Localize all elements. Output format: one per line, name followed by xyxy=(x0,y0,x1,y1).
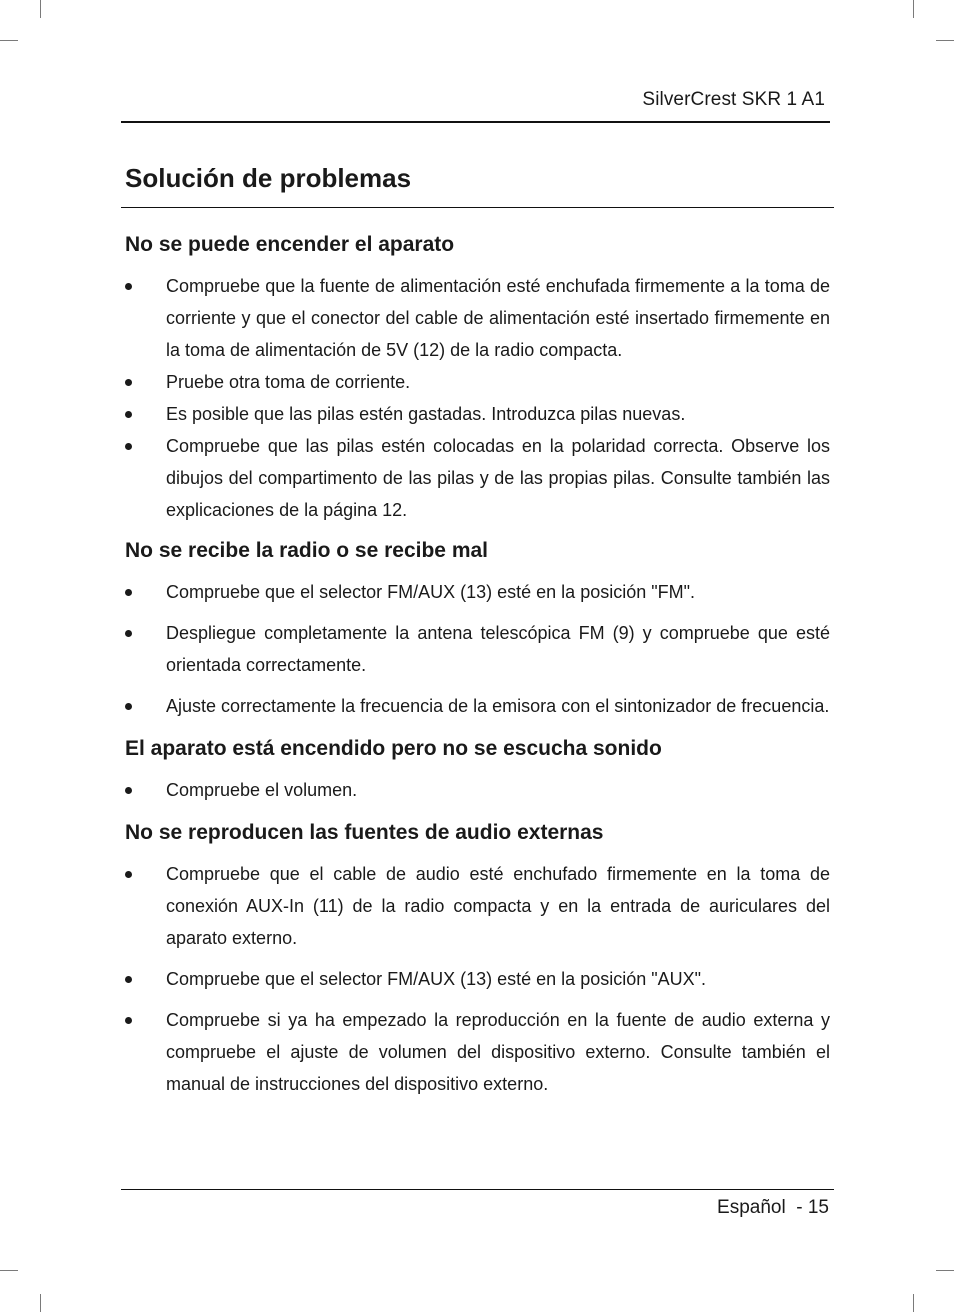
list-item-text: Compruebe que las pilas estén colocadas en la polaridad correcta. Observe los dibujos del compartimento de las pilas y de las propias pilas. Consulte también las explicaciones de la página 12. xyxy=(166,436,830,520)
section-heading: No se reproducen las fuentes de audio externas xyxy=(125,821,604,844)
bullet-icon xyxy=(125,1017,132,1024)
list-item xyxy=(125,858,830,954)
list-item xyxy=(125,398,830,430)
troubleshooting-content xyxy=(125,228,830,1100)
list-item-text: Despliegue completamente la antena telescópica FM (9) y compruebe que esté orientada correctamente. xyxy=(166,623,830,675)
section-heading: El aparato está encendido pero no se escucha sonido xyxy=(125,737,662,760)
bullet-icon xyxy=(125,703,132,710)
title-rule xyxy=(121,207,834,208)
page-title: Solución de problemas xyxy=(125,163,412,193)
list-item-text: Ajuste correctamente la frecuencia de la emisora con el sintonizador de frecuencia. xyxy=(166,696,830,716)
list-item xyxy=(125,690,830,722)
list-item-text: Es posible que las pilas estén gastadas. Introduzca pilas nuevas. xyxy=(166,404,686,424)
list-item-text: Compruebe que el selector FM/AUX (13) esté en la posición "FM". xyxy=(166,582,696,602)
bullet-icon xyxy=(125,787,132,794)
list-item-text: Compruebe que el selector FM/AUX (13) esté en la posición "AUX". xyxy=(166,969,707,989)
list-item xyxy=(125,1004,830,1100)
crop-mark-bottom-left-h xyxy=(0,1270,18,1271)
crop-mark-bottom-left xyxy=(40,1294,41,1312)
list-item-text: Pruebe otra toma de corriente. xyxy=(166,372,411,392)
crop-mark-bottom-right xyxy=(913,1294,914,1312)
footer-rule xyxy=(121,1189,834,1190)
list-item xyxy=(125,366,830,398)
bullet-icon xyxy=(125,976,132,983)
bullet-icon xyxy=(125,871,132,878)
crop-mark-bottom-right-h xyxy=(936,1270,954,1271)
section-heading: No se recibe la radio o se recibe mal xyxy=(125,539,488,562)
bullet-list xyxy=(125,858,830,1100)
header-rule xyxy=(121,121,830,123)
crop-mark-top-left-h xyxy=(0,40,18,41)
crop-mark-top-left xyxy=(40,0,41,18)
crop-mark-top-right xyxy=(913,0,914,18)
section-heading: No se puede encender el aparato xyxy=(125,233,455,256)
bullet-icon xyxy=(125,589,132,596)
list-item-text: Compruebe el volumen. xyxy=(166,780,358,800)
list-item xyxy=(125,617,830,681)
crop-mark-top-right-h xyxy=(936,40,954,41)
bullet-icon xyxy=(125,411,132,418)
bullet-icon xyxy=(125,443,132,450)
list-item xyxy=(125,774,830,806)
bullet-list xyxy=(125,774,830,806)
list-item xyxy=(125,430,830,526)
bullet-icon xyxy=(125,630,132,637)
list-item-text: Compruebe si ya ha empezado la reproducción en la fuente de audio externa y compruebe el ajuste de volumen del dispositivo externo. Consulte también el manual de instrucciones del dispositivo externo. xyxy=(166,1010,830,1094)
bullet-icon xyxy=(125,379,132,386)
list-item xyxy=(125,576,830,608)
bullet-list xyxy=(125,270,830,526)
running-header: SilverCrest SKR 1 A1 xyxy=(642,89,825,110)
page-number: Español - 15 xyxy=(717,1197,829,1218)
list-item xyxy=(125,270,830,366)
list-item-text: Compruebe que el cable de audio esté enchufado firmemente en la toma de conexión AUX-In (11) de la radio compacta y en la entrada de auriculares del aparato externo. xyxy=(166,864,830,948)
list-item xyxy=(125,963,830,995)
bullet-list xyxy=(125,576,830,722)
list-item-text: Compruebe que la fuente de alimentación esté enchufada firmemente a la toma de corriente y que el conector del cable de alimentación esté insertado firmemente en la toma de alimentación de 5V (12) de la radio compacta. xyxy=(166,276,830,360)
bullet-icon xyxy=(125,283,132,290)
